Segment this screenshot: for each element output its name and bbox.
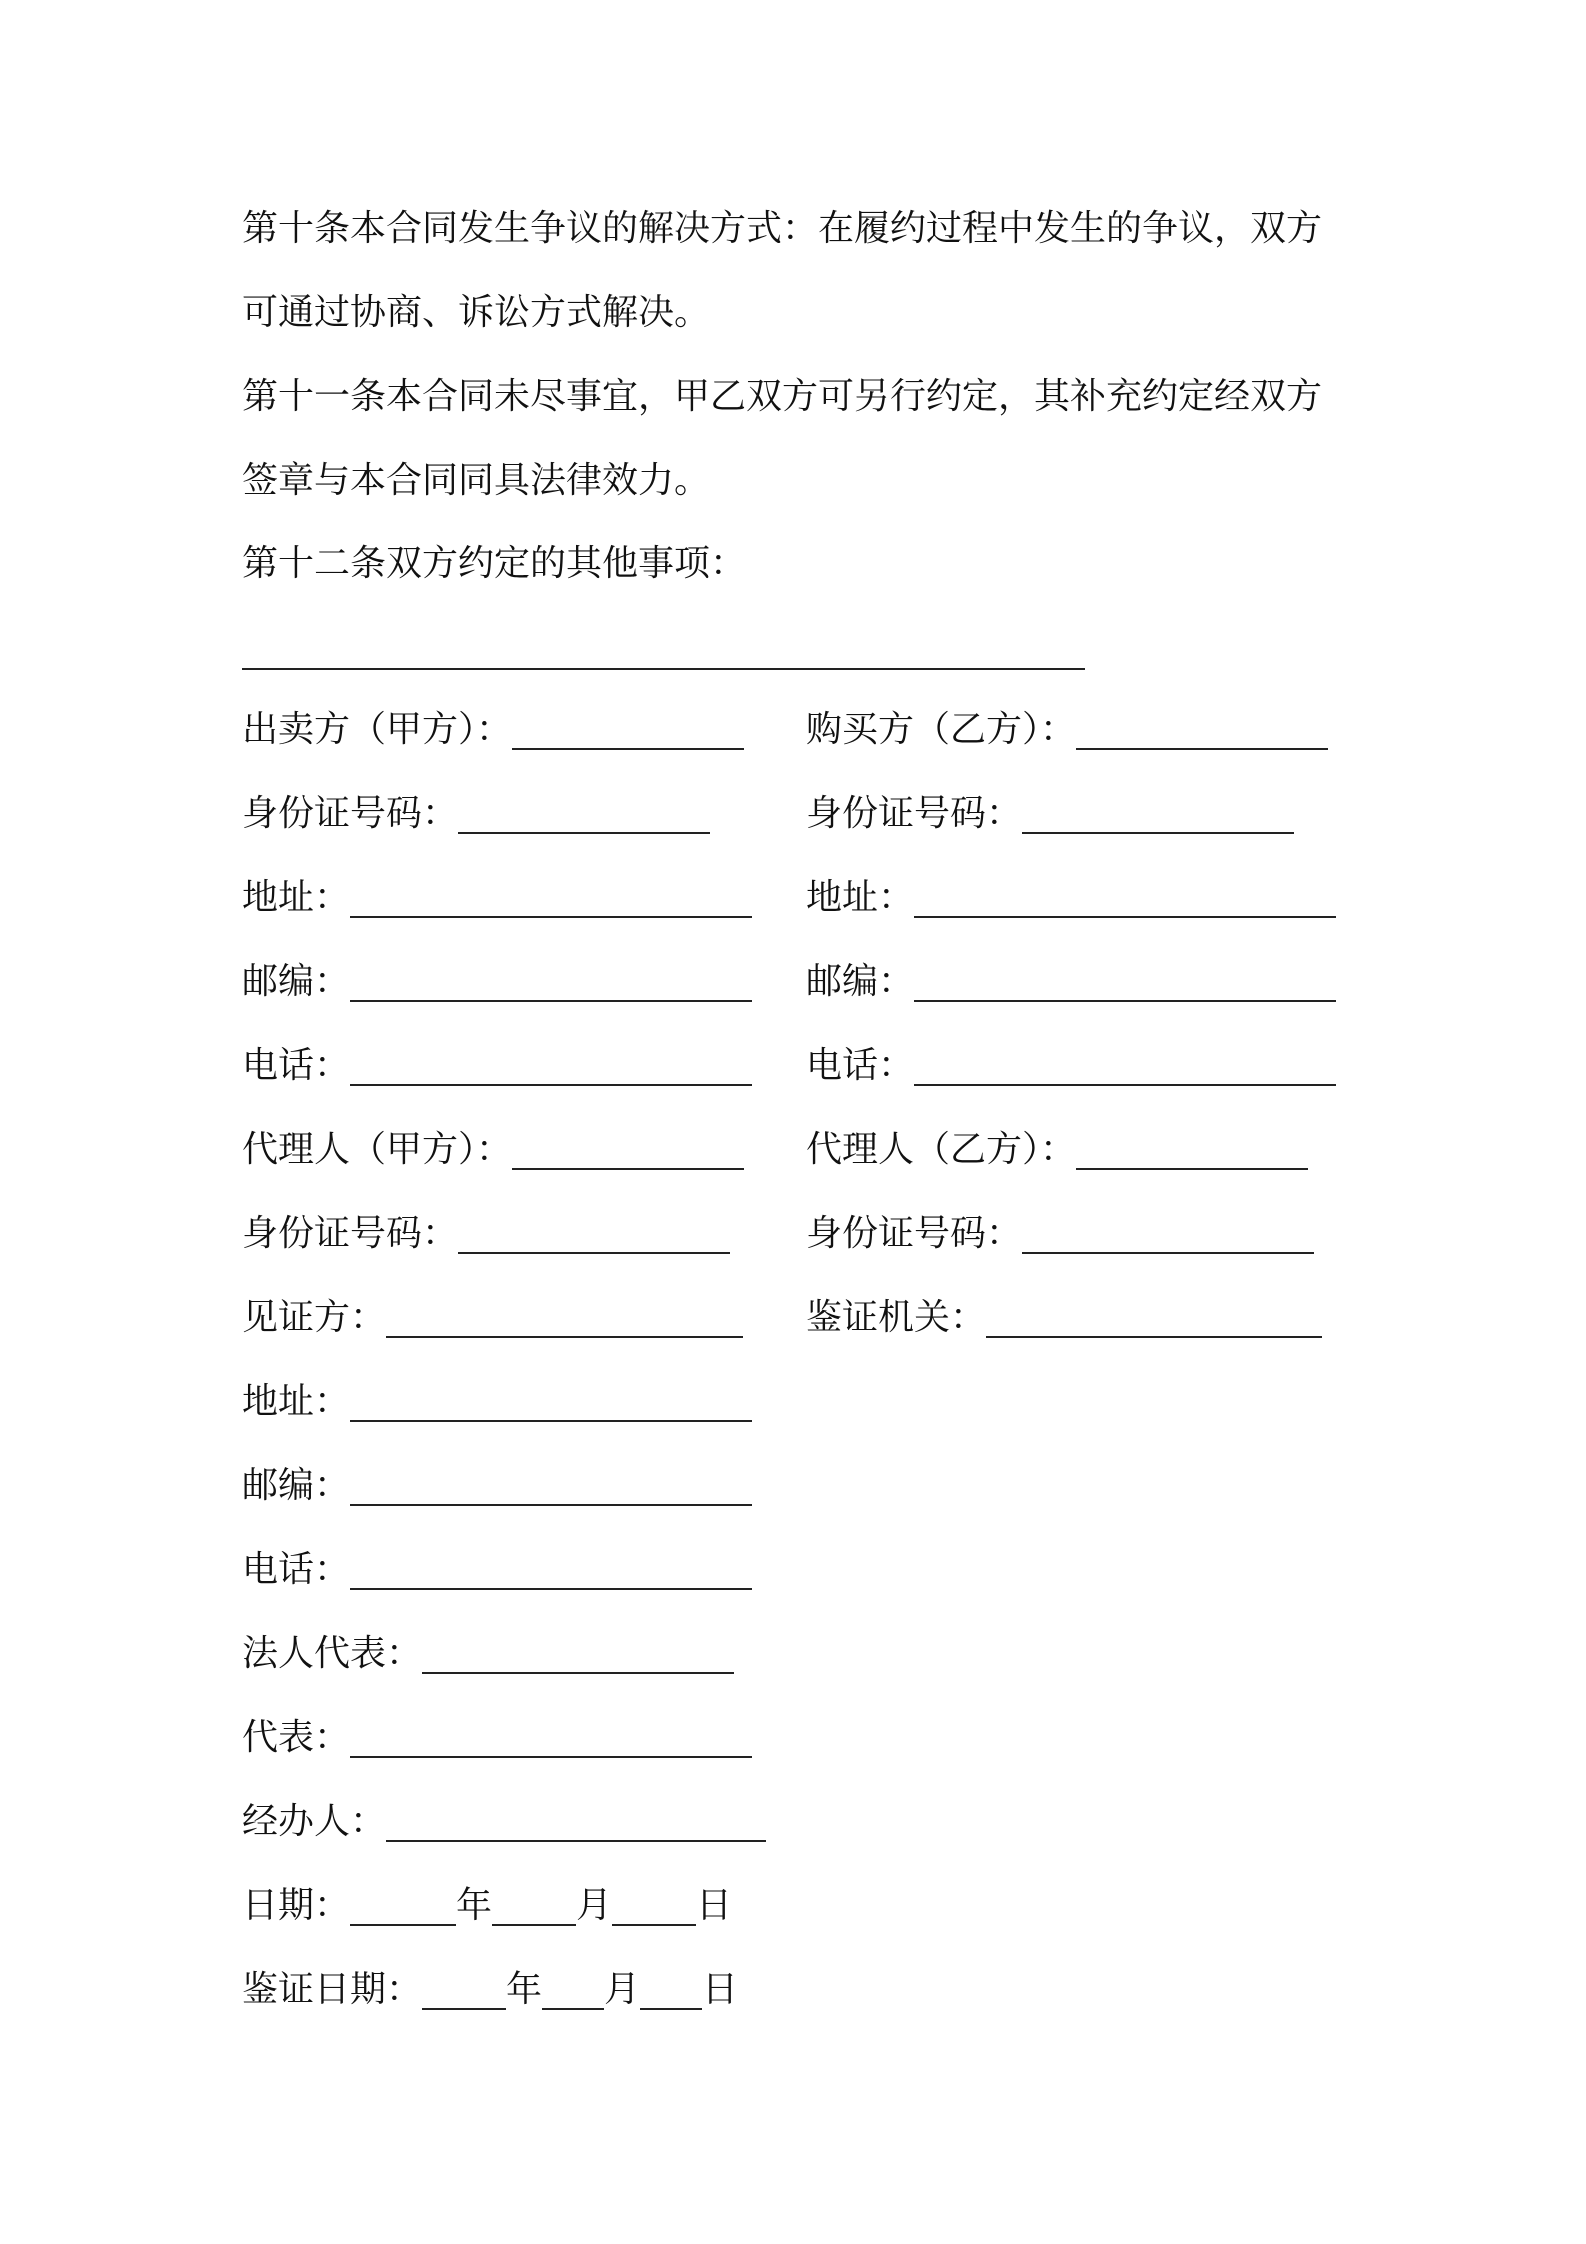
date-field [242,1884,732,1928]
seller-id-blank[interactable] [458,798,710,834]
buyer-id-field [806,792,1294,836]
seller-postcode-field [242,960,752,1004]
agent-b-label: 代理人（乙方）： [806,1129,1077,1170]
handler-label: 经办人： [242,1801,387,1842]
legal-rep-label: 法人代表： [242,1633,423,1674]
buyer-postcode-field [806,960,1336,1004]
agent-a-id-blank[interactable] [458,1218,730,1254]
seller-field [242,708,744,752]
representative-blank[interactable] [350,1722,752,1758]
seller-id-label: 身份证号码： [242,793,459,834]
representative-label: 代表： [242,1717,351,1758]
seller-address-field [242,876,752,920]
other-matters-blank[interactable] [242,668,1085,670]
witness-address-field [242,1380,752,1424]
agent-a-blank[interactable] [512,1134,744,1170]
notary-date-day-unit: 日 [702,1969,739,2010]
agent-b-blank[interactable] [1076,1134,1308,1170]
seller-address-blank[interactable] [350,882,752,918]
seller-phone-blank[interactable] [350,1050,752,1086]
seller-label: 出卖方（甲方）： [242,709,513,750]
buyer-id-blank[interactable] [1022,798,1294,834]
witness-phone-blank[interactable] [350,1554,752,1590]
agent-b-id-label: 身份证号码： [806,1213,1023,1254]
notary-date-field [242,1968,738,2012]
notary-date-month-blank[interactable] [542,1974,604,2010]
agent-b-field [806,1128,1308,1172]
date-month-blank[interactable] [492,1890,576,1926]
buyer-address-label: 地址： [806,877,915,918]
date-day-unit: 日 [696,1885,733,1926]
seller-phone-field [242,1044,752,1088]
representative-field [242,1716,752,1760]
agent-a-field [242,1128,744,1172]
buyer-phone-label: 电话： [806,1045,915,1086]
notary-date-year-unit: 年 [506,1969,543,2010]
buyer-phone-field [806,1044,1336,1088]
buyer-blank[interactable] [1076,714,1328,750]
witness-postcode-blank[interactable] [350,1470,752,1506]
seller-phone-label: 电话： [242,1045,351,1086]
witness-label: 见证方： [242,1297,387,1338]
agent-b-id-field [806,1212,1314,1256]
buyer-phone-blank[interactable] [914,1050,1336,1086]
agent-b-id-blank[interactable] [1022,1218,1314,1254]
notary-office-field [806,1296,1322,1340]
legal-rep-blank[interactable] [422,1638,734,1674]
date-month-unit: 月 [576,1885,613,1926]
clause-10-line-1: 第十条本合同发生争议的解决方式：在履约过程中发生的争议，双方 [242,208,1323,249]
notary-office-label: 鉴证机关： [806,1297,987,1338]
witness-postcode-label: 邮编： [242,1465,351,1506]
buyer-id-label: 身份证号码： [806,793,1023,834]
date-year-unit: 年 [456,1885,493,1926]
seller-id-field [242,792,710,836]
date-day-blank[interactable] [612,1890,696,1926]
witness-address-label: 地址： [242,1381,351,1422]
agent-a-label: 代理人（甲方）： [242,1129,513,1170]
notary-office-blank[interactable] [986,1302,1322,1338]
witness-phone-label: 电话： [242,1549,351,1590]
seller-blank[interactable] [512,714,744,750]
witness-phone-field [242,1548,752,1592]
buyer-address-field [806,876,1336,920]
notary-date-year-blank[interactable] [422,1974,506,2010]
witness-blank[interactable] [386,1302,743,1338]
handler-blank[interactable] [386,1806,766,1842]
date-label: 日期： [242,1885,351,1926]
date-year-blank[interactable] [350,1890,456,1926]
seller-address-label: 地址： [242,877,351,918]
agent-a-id-label: 身份证号码： [242,1213,459,1254]
seller-postcode-label: 邮编： [242,961,351,1002]
witness-postcode-field [242,1464,752,1508]
agent-a-id-field [242,1212,730,1256]
notary-date-label: 鉴证日期： [242,1969,423,2010]
buyer-postcode-label: 邮编： [806,961,915,1002]
buyer-field [806,708,1328,752]
clause-11-line-2: 签章与本合同同具法律效力。 [242,460,711,501]
buyer-address-blank[interactable] [914,882,1336,918]
clause-10-line-2: 可通过协商、诉讼方式解决。 [242,292,711,333]
legal-rep-field [242,1632,734,1676]
clause-12: 第十二条双方约定的其他事项： [242,543,747,584]
buyer-postcode-blank[interactable] [914,966,1336,1002]
notary-date-day-blank[interactable] [640,1974,702,2010]
notary-date-month-unit: 月 [604,1969,641,2010]
witness-address-blank[interactable] [350,1386,752,1422]
buyer-label: 购买方（乙方）： [806,709,1077,750]
seller-postcode-blank[interactable] [350,966,752,1002]
witness-field [242,1296,743,1340]
handler-field [242,1800,766,1844]
clause-11-line-1: 第十一条本合同未尽事宜，甲乙双方可另行约定，其补充约定经双方 [242,376,1323,417]
